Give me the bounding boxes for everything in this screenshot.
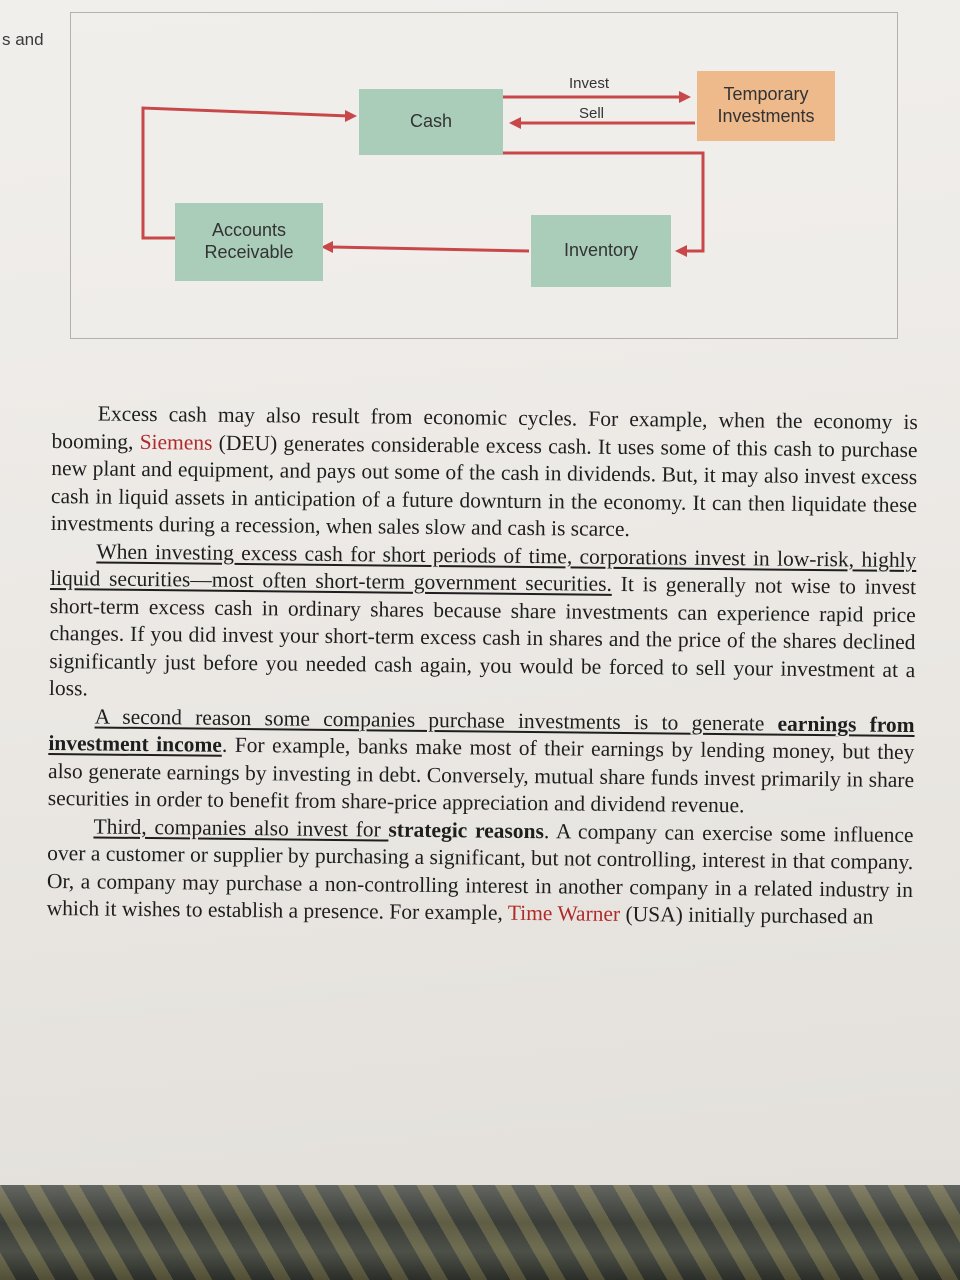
page-edge-text: s and (2, 30, 44, 49)
background-fabric (0, 1185, 960, 1280)
key-term-strategic-reasons: strategic reasons (388, 817, 545, 843)
fabric-pattern (0, 1185, 960, 1280)
inventory-to-receivables-arrow (331, 247, 529, 251)
flow-arrows (71, 13, 897, 338)
underlined-passage: When investing excess cash for short periods of time, corporations invest in low-risk, highly liquid securities—most often short-term government securities. (50, 538, 917, 596)
accounts-receivable-node (175, 203, 323, 281)
paragraph-short-term-investing (49, 537, 917, 711)
inventory-node (531, 215, 671, 287)
temporary-investments-label: Temporary Investments (717, 84, 815, 126)
underlined-passage: Third, companies also invest for (93, 813, 389, 842)
paragraph-text: (USA) initially purchased an (620, 901, 874, 929)
cash-cycle-figure (70, 12, 898, 339)
accounts-receivable-label: Accounts Receivable (204, 220, 294, 262)
paragraph-text: Excess cash may also result from economic cycles. For example, when the economy is booming, (51, 401, 918, 454)
temporary-investments-node (697, 71, 835, 141)
paragraph-text: (DEU) generates considerable excess cash. It uses some of this cash to purchase new plant and equipment, and pays out some of the cash in dividends. But, it may also invest excess cash in liquid assets in anticipation of a future downturn in the economy. It can then liquidate these investments during a recession, when sales slow and cash is scarce. (50, 430, 918, 542)
paragraph-text: . A company can exercise some influence over a customer or supplier by purchasing a significant, but not controlling, interest in that company. Or, a company may purchase a non-controlling interest in another company in a related industry in which it wishes to establish a presence. For example, (46, 818, 914, 925)
company-name-time-warner: Time Warner (507, 900, 621, 926)
key-term-earnings-from-investment-income: earnings from investment income (48, 711, 915, 757)
cash-label: Cash (409, 111, 453, 132)
paragraph-text: It is generally not wise to invest short-term excess cash in ordinary shares because share investments can experience rapid price changes. If you did invest your short-term excess cash in shares and the price of the shares declined significantly just before you needed cash again, you would be forced to sell your investment at a loss. (48, 571, 917, 701)
company-name-siemens: Siemens (139, 429, 213, 455)
paragraph-economic-cycles (51, 400, 918, 547)
paragraph-strategic-reasons (47, 812, 914, 931)
sell-label: Sell (579, 105, 605, 122)
underlined-passage: A second reason some companies purchase investments is to generate (94, 703, 778, 736)
body-text (47, 400, 918, 932)
paragraph-investment-income (48, 702, 915, 821)
inventory-label: Inventory (563, 240, 639, 261)
paragraph-text: . For example, banks make most of their earnings by lending money, but they also generate earnings by investing in debt. Conversely, mutual share funds invest primarily in share securities in order to benefit from share-price appreciation and dividend revenue. (47, 732, 915, 818)
cash-node (359, 89, 503, 155)
invest-label: Invest (569, 75, 610, 92)
